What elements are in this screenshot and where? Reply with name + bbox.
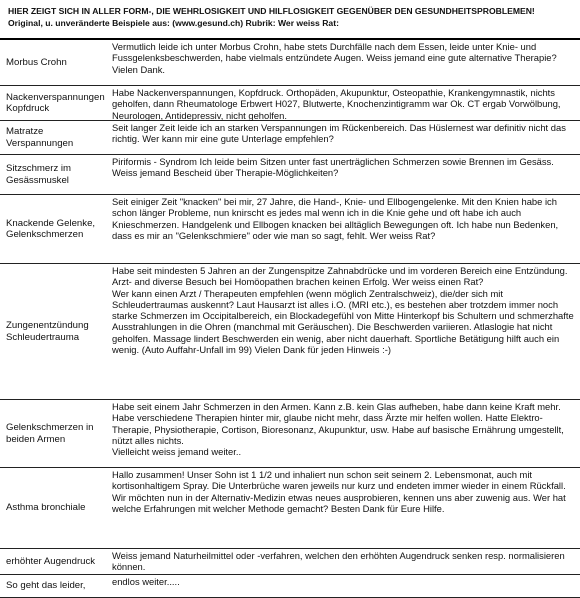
row-text	[112, 155, 580, 194]
table-row	[0, 154, 580, 194]
header-source-line: Original, u. unveränderte Beispiele aus: (www.gesund.ch) Rubrik: Wer weiss Rat:	[8, 18, 339, 28]
row-label	[0, 155, 112, 194]
row-label-text: Knackende Gelenke, Gelenkschmerzen	[6, 217, 96, 240]
row-text	[112, 549, 580, 574]
row-paragraph: Hallo zusammen! Unser Sohn ist 1 1/2 und inhaliert nun schon seit seinem 2. Lebensmonat, auch mit kortisonhaltigem Spray. Die Unterbrüche waren jeweils nur kurz und endeten immer wieder in einem Rückfall. Wir möchten nun in der Alternativ-Medizin etwas neues ausprobieren, kennen uns aber zuwenig aus. Wer hat welche Erfahrungen mit welcher Methode gemacht? Besten Dank für Eure Hilfe.	[112, 469, 566, 514]
table-row	[0, 467, 580, 548]
row-label-text: Matratze Verspannungen	[6, 126, 74, 149]
row-paragraph: Habe seit einem Jahr Schmerzen in den Armen. Kann z.B. kein Glas aufheben, habe dann keine Kraft mehr. Habe verschiedene Therapien hinter mir, glaube nicht mehr, dass Ärzte mir helfen wollen. Hatte Elektro-Therapie, Physiotherapie, Cortison, Bioresonanz, Akupunktur, usw. Habe auf basische Ernährung umgestellt, nützt alles nichts.	[112, 401, 564, 446]
table-row	[0, 85, 580, 120]
row-text	[112, 86, 580, 120]
table-row	[0, 574, 580, 598]
row-label	[0, 86, 112, 120]
row-label-text: Gelenkschmerzen in beiden Armen	[6, 422, 94, 445]
table-row	[0, 399, 580, 467]
row-text	[112, 121, 580, 154]
document-header	[0, 0, 580, 29]
row-paragraph: Seit langer Zeit leide ich an starken Verspannungen im Rückenbereich. Das Hüslernest war definitiv nicht das richtig. Wer kann mir eine gute Unterlage empfehlen?	[112, 122, 566, 145]
row-paragraph: Weiss jemand Naturheilmittel oder -verfahren, welchen den erhöhten Augendruck senken resp. normalisieren können.	[112, 550, 565, 573]
row-text	[112, 468, 580, 548]
row-label	[0, 121, 112, 154]
row-paragraph: endlos weiter.....	[112, 576, 180, 587]
row-text	[112, 400, 580, 467]
row-paragraph: Weiss jemand Bescheid über Therapie-Möglichkeiten?	[112, 167, 339, 179]
row-label	[0, 468, 112, 548]
row-label-text: Asthma bronchiale	[6, 502, 86, 514]
table-row	[0, 38, 580, 85]
row-label-text: So geht das leider,	[6, 580, 86, 592]
table-row	[0, 548, 580, 574]
table-row	[0, 194, 580, 263]
row-paragraph: Wer kann einen Arzt / Therapeuten empfehlen (wenn möglich Zentralschweiz), die/der sich mit Schleudertraumas auskennt? Laut Hausarzt ist alles i.O. (MRI etc.), es bestehen aber trotzdem immer noch starke Schmerzen im Occipitalbereich, ein Blockadegefühl von Mitte Hinterkopf bis Schultern und schmerzhafte Ausstrahlungen in die Ohren (manchmal mit Geräuschen). Die Beschwerden variieren. Atlaslogie hat nicht geholfen. Massage lindert Beschwerden ein wenig, aber nicht dauerhaft. Sportliche Betätigung hilft auch ein wenig. (Auto Auffahr-Unfall im 99) Vielen Dank für jeden Hinweis :-)	[112, 287, 574, 356]
row-label	[0, 40, 112, 85]
table-row	[0, 263, 580, 399]
row-text	[112, 264, 580, 399]
row-text	[112, 575, 580, 597]
row-label	[0, 400, 112, 467]
row-paragraph: Vermutlich leide ich unter Morbus Crohn, habe stets Durchfälle nach dem Essen, leide unter Knie- und Fussgelenksbeschwerden, habe vielmals entzündete Augen. Weiss jemand eine gute alternative Therapie? Vielen Dank.	[112, 41, 557, 75]
row-paragraph: Habe Nackenverspannungen, Kopfdruck. Orthopäden, Akupunktur, Osteopathie, Krankengymnastik, nichts geholfen, dann Rheumatologe Erbwert H027, Blutwerte, Knochenzintigramm war Ok. CT ergab Vorwölbung, Neurologen, Antidepressiv, nicht geholfen.	[112, 87, 561, 121]
row-text	[112, 195, 580, 263]
row-label	[0, 195, 112, 263]
row-label-text: Morbus Crohn	[6, 56, 67, 68]
row-paragraph: Piriformis - Syndrom Ich leide beim Sitzen unter fast unerträglichen Schmerzen sowie Brennen im Gesäss.	[112, 156, 554, 167]
row-paragraph: Seit einiger Zeit "knacken" bei mir, 27 Jahre, die Hand-, Knie- und Ellbogengelenke. Mit den Knien habe ich schon länger Probleme, nun knirscht es jedes mal wenn ich in die Knie gehe und oft habe ich auch Knieschmerzen. Handgelenk und Ellbogen knacken bei alltäglich Bewegungen oft. Ich habe nun Bedenken, dass es mir an "Gelenkschmiere" oder wie man so sagt, fehlt. Wer weiss Rat?	[112, 196, 559, 241]
row-label-text: Zungenentzündung Schleudertrauma	[6, 320, 89, 343]
row-label-text: Nackenverspannungen Kopfdruck	[6, 91, 105, 114]
row-paragraph: Habe seit mindesten 5 Jahren an der Zungenspitze Zahnabdrücke und im vorderen Bereich eine Entzündung. Arzt- and diverse Besuch bei Homöopathen brachen keinen Erfolg. Wer weiss einen Rat?	[112, 265, 568, 288]
row-label	[0, 575, 112, 597]
row-label	[0, 264, 112, 399]
entries-table	[0, 38, 580, 598]
row-label-text: Sitzschmerz im Gesässmuskel	[6, 163, 72, 186]
row-label-text: erhöhter Augendruck	[6, 555, 96, 567]
header-headline: HIER ZEIGT SICH IN ALLER FORM-, DIE WEHRLOSIGKEIT UND HILFLOSIGKEIT GEGENÜBER DEN GESUNDHEITSPROBLEMEN!	[8, 6, 535, 16]
row-paragraph: Vielleicht weiss jemand weiter..	[112, 446, 242, 458]
row-label	[0, 549, 112, 574]
row-text	[112, 40, 580, 85]
table-row	[0, 120, 580, 154]
